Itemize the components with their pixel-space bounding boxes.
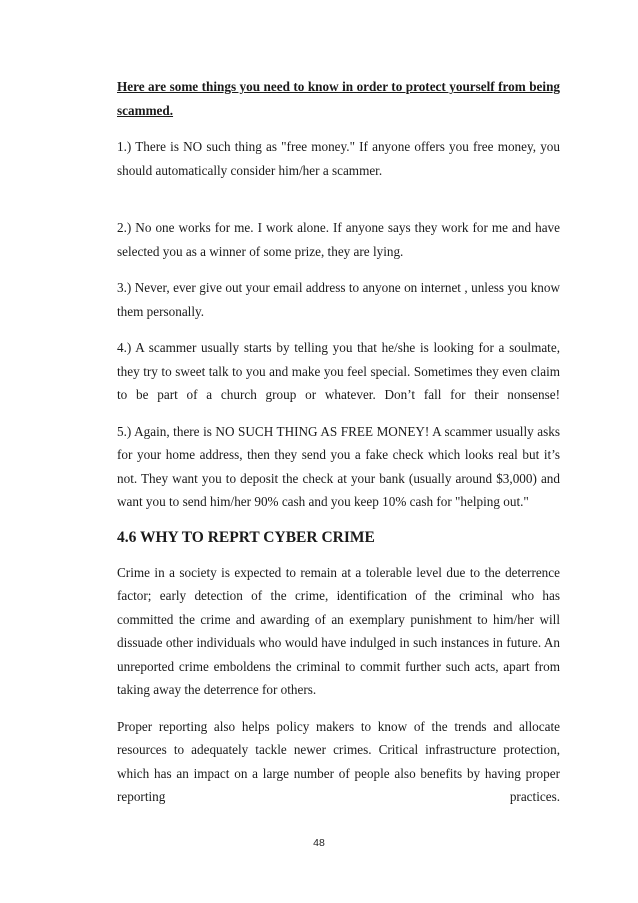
tip-item-2: 2.) No one works for me. I work alone. If anyone says they work for me and have selected you as a winner of some prize, they are lying.: [117, 220, 560, 259]
page-number: 48: [313, 837, 325, 849]
tips-heading: Here are some things you need to know in order to protect yourself from being scammed.: [117, 79, 560, 118]
page-content: [117, 75, 560, 822]
tip-item-3: 3.) Never, ever give out your email address to anyone on internet , unless you know them personally.: [117, 280, 560, 319]
tip-item-4: 4.) A scammer usually starts by telling you that he/she is looking for a soulmate, they try to sweet talk to you and make you feel special. Sometimes they even claim to be part of a church group or whatever. Don’t fall for their nonsense!: [117, 340, 560, 402]
section-paragraph-2: Proper reporting also helps policy makers to know of the trends and allocate resources to adequately tackle newer crimes. Critical infrastructure protection, which has an impact on a large number of people also benefits by having proper reporting practices.: [117, 718, 560, 804]
section-heading: 4.6 WHY TO REPRT CYBER CRIME: [117, 528, 375, 546]
tip-item-5: 5.) Again, there is NO SUCH THING AS FREE MONEY! A scammer usually asks for your home address, then they send you a fake check which looks real but it’s not. They want you to deposit the check at your bank (usually around $3,000) and want you to send him/her 90% cash and you keep 10% cash for "helping out.": [117, 423, 560, 509]
tip-item-1: 1.) There is NO such thing as "free money." If anyone offers you free money, you should automatically consider him/her a scammer.: [117, 139, 560, 178]
section-paragraph-1: Crime in a society is expected to remain at a tolerable level due to the deterrence factor; early detection of the crime, identification of the criminal who has committed the crime and awarding of an exemplary punishment to him/her will dissuade other individuals who would have indulged in such instances in future. An unreported crime emboldens the criminal to commit further such acts, apart from taking away the deterrence for others.: [117, 564, 560, 697]
